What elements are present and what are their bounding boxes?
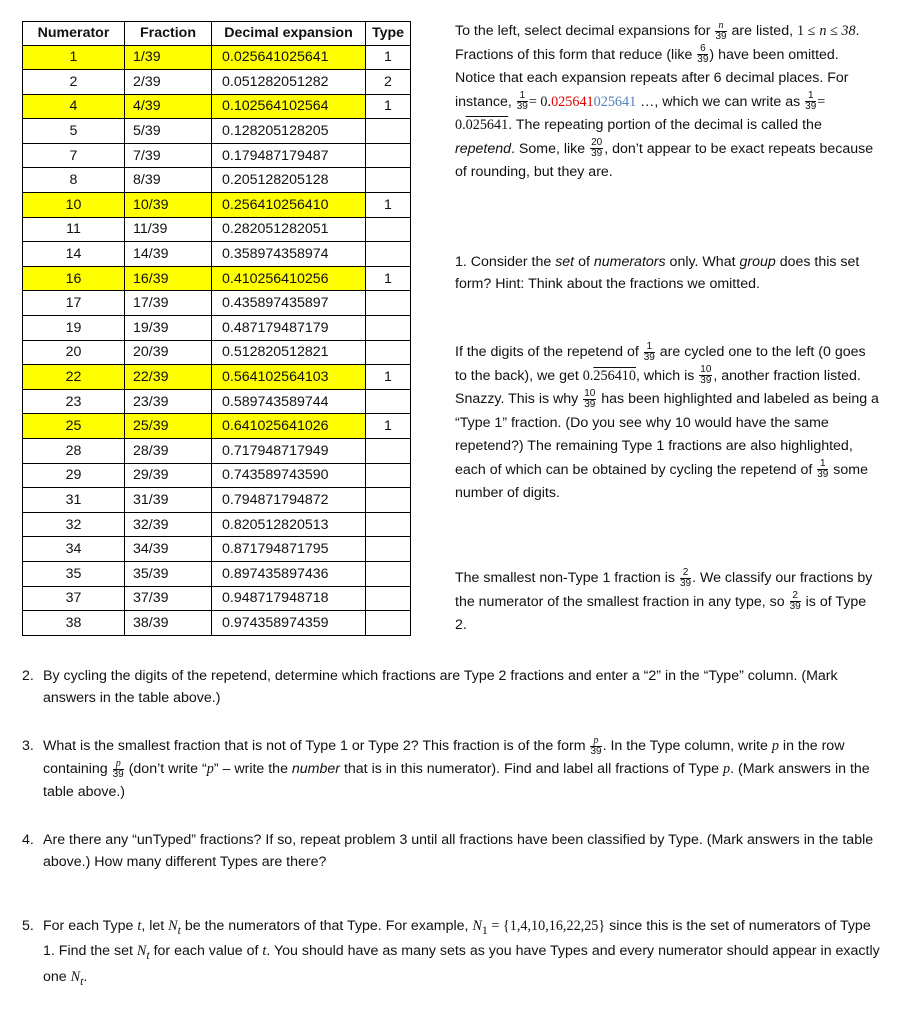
- table-row: [23, 439, 411, 464]
- type-cell[interactable]: 1: [366, 45, 411, 70]
- type-cell[interactable]: [366, 143, 411, 168]
- type-cell[interactable]: 1: [366, 365, 411, 390]
- fraction-cell: 16/39: [125, 266, 212, 291]
- decimal-cell: 0.358974358974: [212, 242, 366, 267]
- repetend-overline: 025641: [465, 117, 509, 133]
- type-cell[interactable]: [366, 119, 411, 144]
- numerator-cell: 32: [23, 512, 125, 537]
- table-row: [23, 119, 411, 144]
- table-row: [23, 512, 411, 537]
- cycling-paragraph: If the digits of the repetend of $\frac{1}{39}$ are cycled one to the left (0 goes to the back), we get 0.256410, which is $\frac{10}{39}$ , another fraction listed. Snazzy. This is why $\frac{10}{39}$ has been highlighted and labeled as being a “Type 1” fraction. (Do you see why 10 would have the same repetend?) The remaining Type 1 fractions are also highlighted, each of which can be obtained by cycling the repetend of $\frac{1}{39}$ some number of digits.: [455, 340, 879, 501]
- question-number: 2.: [22, 668, 34, 684]
- numerator-cell: 37: [23, 586, 125, 611]
- question-5: [22, 916, 882, 992]
- fraction-1-over-39: $\frac{1}{39}$: [516, 90, 528, 113]
- table-row: [23, 266, 411, 291]
- table-body: [23, 45, 411, 635]
- table-row: [23, 291, 411, 316]
- decimal-cell: 0.051282051282: [212, 70, 366, 95]
- fraction-10-over-39: $\frac{10}{39}$: [584, 387, 596, 410]
- fraction-cell: 19/39: [125, 316, 212, 341]
- fraction-cell: 31/39: [125, 488, 212, 513]
- table-row: [23, 365, 411, 390]
- numerator-cell: 20: [23, 340, 125, 365]
- table-row: [23, 168, 411, 193]
- numerator-cell: 38: [23, 611, 125, 636]
- type-cell[interactable]: [366, 316, 411, 341]
- decimal-cell: 0.641025641026: [212, 414, 366, 439]
- decimal-cell: 0.435897435897: [212, 291, 366, 316]
- fraction-2-over-39: $\frac{2}{39}$: [789, 590, 801, 613]
- question-number: 4.: [22, 832, 34, 848]
- numerator-cell: 7: [23, 143, 125, 168]
- decimal-cell: 0.410256410256: [212, 266, 366, 291]
- type-cell[interactable]: 1: [366, 193, 411, 218]
- fraction-cell: 11/39: [125, 217, 212, 242]
- question-1: 1. Consider the set of numerators only. What group does this set form? Hint: Think about the fractions we omitted.: [455, 254, 860, 292]
- fraction-cell: 10/39: [125, 193, 212, 218]
- decimal-cell: 0.256410256410: [212, 193, 366, 218]
- table-row: [23, 537, 411, 562]
- fraction-2-over-39: $\frac{2}{39}$: [679, 566, 692, 589]
- fraction-cell: 29/39: [125, 463, 212, 488]
- fraction-cell: 22/39: [125, 365, 212, 390]
- question-5-text: For each Type t, let $N_t$ be the numerators of that Type. For example, $N_1 = \{1,4,10,16,22,25\}$ since this is the set of numerators of Type 1. Find the set $N_t$ for each value of t. You should have as many sets as you have Types and every numerator should appear in exactly one $N_t$.: [43, 918, 880, 988]
- fraction-cell: 28/39: [125, 439, 212, 464]
- question-4-text: Are there any “unTyped” fractions? If so, repeat problem 3 until all fractions have been classified by Type. (Mark answers in the table above.) How many different Types are there?: [43, 832, 874, 870]
- decimal-cell: 0.025641025641: [212, 45, 366, 70]
- type-cell[interactable]: [366, 463, 411, 488]
- table-row: [23, 488, 411, 513]
- question-3: [22, 735, 882, 804]
- table-row: [23, 70, 411, 95]
- smallest-paragraph: The smallest non-Type 1 fraction is $\frac{2}{39}$ . We classify our fractions by the numerator of the smallest fraction in any type, so $\frac{2}{39}$ is of Type 2.: [455, 566, 873, 633]
- decimal-cell: 0.717948717949: [212, 439, 366, 464]
- header-numerator: Numerator: [23, 22, 125, 46]
- table-row: [23, 586, 411, 611]
- fraction-1-over-39: $\frac{1}{39}$: [805, 90, 817, 113]
- table-row: [23, 561, 411, 586]
- fraction-cell: 32/39: [125, 512, 212, 537]
- numerator-cell: 11: [23, 217, 125, 242]
- fractions-table: [22, 21, 411, 636]
- intro-text: To the left, select decimal expansions for: [455, 23, 715, 39]
- fraction-cell: 34/39: [125, 537, 212, 562]
- fraction-cell: 1/39: [125, 45, 212, 70]
- decimal-cell: 0.871794871795: [212, 537, 366, 562]
- table-row: [23, 611, 411, 636]
- fraction-cell: 8/39: [125, 168, 212, 193]
- question-4: [22, 830, 882, 873]
- fraction-cell: 4/39: [125, 94, 212, 119]
- header-type: Type: [366, 22, 411, 46]
- fraction-1-over-39: $\frac{1}{39}$: [817, 458, 829, 481]
- cycled-repetend: 256410: [593, 367, 636, 384]
- fraction-p-over-39: $\frac{p}{39}$: [112, 757, 124, 780]
- fraction-cell: 17/39: [125, 291, 212, 316]
- fraction-10-over-39: $\frac{10}{39}$: [700, 364, 712, 387]
- fraction-cell: 37/39: [125, 586, 212, 611]
- numerator-cell: 29: [23, 463, 125, 488]
- decimal-cell: 0.820512820513: [212, 512, 366, 537]
- fraction-p-over-39: $\frac{p}{39}$: [590, 734, 602, 757]
- numerator-cell: 28: [23, 439, 125, 464]
- fraction-cell: 20/39: [125, 340, 212, 365]
- type-cell[interactable]: [366, 217, 411, 242]
- fraction-cell: 23/39: [125, 389, 212, 414]
- numerator-cell: 35: [23, 561, 125, 586]
- decimal-cell: 0.897435897436: [212, 561, 366, 586]
- fraction-cell: 5/39: [125, 119, 212, 144]
- type-cell[interactable]: 2: [366, 70, 411, 95]
- fraction-6-over-39: $\frac{6}{39}$: [697, 43, 709, 66]
- decimal-cell: 0.282051282051: [212, 217, 366, 242]
- table-row: [23, 316, 411, 341]
- first-repetend-digits: 025641: [551, 93, 594, 110]
- fraction-cell: 35/39: [125, 561, 212, 586]
- question-number: 5.: [22, 918, 34, 934]
- repetend-term: repetend: [455, 140, 512, 157]
- type-cell[interactable]: [366, 168, 411, 193]
- decimal-cell: 0.179487179487: [212, 143, 366, 168]
- type-cell[interactable]: [366, 586, 411, 611]
- type-cell[interactable]: [366, 611, 411, 636]
- decimal-cell: 0.564102564103: [212, 365, 366, 390]
- numerator-cell: 16: [23, 266, 125, 291]
- table-row: [23, 217, 411, 242]
- fraction-n-over-39: $\frac{n}{39}$: [715, 19, 727, 42]
- header-decimal: Decimal expansion: [212, 22, 366, 46]
- numerator-cell: 34: [23, 537, 125, 562]
- type-cell[interactable]: [366, 291, 411, 316]
- table-row: [23, 340, 411, 365]
- fraction-20-over-39: $\frac{20}{39}$: [591, 137, 603, 160]
- table-header-row: [23, 22, 411, 46]
- type-cell[interactable]: 1: [366, 94, 411, 119]
- decimal-cell: 0.948717948718: [212, 586, 366, 611]
- question-2: [22, 666, 882, 709]
- numerator-cell: 23: [23, 389, 125, 414]
- numerator-cell: 19: [23, 316, 125, 341]
- type-cell[interactable]: [366, 439, 411, 464]
- table-row: [23, 389, 411, 414]
- type-cell[interactable]: 1: [366, 266, 411, 291]
- numerator-cell: 17: [23, 291, 125, 316]
- decimal-cell: 0.102564102564: [212, 94, 366, 119]
- type-cell[interactable]: [366, 561, 411, 586]
- table-row: [23, 242, 411, 267]
- numerator-cell: 31: [23, 488, 125, 513]
- type-cell[interactable]: [366, 537, 411, 562]
- decimal-cell: 0.974358974359: [212, 611, 366, 636]
- decimal-cell: 0.487179487179: [212, 316, 366, 341]
- decimal-cell: 0.589743589744: [212, 389, 366, 414]
- table-row: [23, 463, 411, 488]
- fraction-cell: 7/39: [125, 143, 212, 168]
- table-row: [23, 45, 411, 70]
- decimal-cell: 0.794871794872: [212, 488, 366, 513]
- header-fraction: Fraction: [125, 22, 212, 46]
- numerator-cell: 1: [23, 45, 125, 70]
- question-number: 3.: [22, 738, 34, 754]
- fraction-cell: 25/39: [125, 414, 212, 439]
- numerator-cell: 5: [23, 119, 125, 144]
- type-cell[interactable]: [366, 242, 411, 267]
- question-number: 1.: [455, 254, 467, 270]
- decimal-cell: 0.743589743590: [212, 463, 366, 488]
- intro-paragraph: To the left, select decimal expansions for $\frac{n}{39}$ are listed, 1 ≤ n ≤ 38. Fractions of this form that reduce (like $\frac{6}{39}$ ) have been omitted. Notice that each expansion repeats after 6 decimal places. For instance, $\frac{1}{39}$ = 0.025641025641 …, which we can write as $\frac{1}{39}$ = 0.025641. The repeating portion of the decimal is called the repetend. Some, like $\frac{20}{39}$ , don’t appear to be exact repeats because of rounding, but they are.: [455, 19, 874, 180]
- fraction-1-over-39: $\frac{1}{39}$: [643, 340, 655, 363]
- decimal-cell: 0.128205128205: [212, 119, 366, 144]
- second-repetend-digits: 025641: [593, 93, 637, 110]
- decimal-cell: 0.512820512821: [212, 340, 366, 365]
- numerator-cell: 14: [23, 242, 125, 267]
- type-cell[interactable]: 1: [366, 414, 411, 439]
- decimal-cell: 0.205128205128: [212, 168, 366, 193]
- fraction-cell: 14/39: [125, 242, 212, 267]
- numerator-cell: 8: [23, 168, 125, 193]
- question-3-text: What is the smallest fraction that is not of Type 1 or Type 2? This fraction is of the form $\frac{p}{39}$ . In the Type column, write p in the row containing $\frac{p}{39}$ (don’t write “p” – write the number that is in this numerator). Find and label all fractions of Type p. (Mark answers in the table above.): [43, 734, 870, 800]
- numerator-cell: 22: [23, 365, 125, 390]
- fraction-cell: 2/39: [125, 70, 212, 95]
- numerator-cell: 25: [23, 414, 125, 439]
- type-cell[interactable]: [366, 389, 411, 414]
- table-row: [23, 193, 411, 218]
- question-2-text: By cycling the digits of the repetend, determine which fractions are Type 2 fractions and enter a “2” in the “Type” column. (Mark answers in the table above.): [43, 668, 838, 706]
- table-row: [23, 143, 411, 168]
- fraction-cell: 38/39: [125, 611, 212, 636]
- numerator-cell: 2: [23, 70, 125, 95]
- type-cell[interactable]: [366, 512, 411, 537]
- type-cell[interactable]: [366, 488, 411, 513]
- table-row: [23, 414, 411, 439]
- table-row: [23, 94, 411, 119]
- numerator-cell: 10: [23, 193, 125, 218]
- type-cell[interactable]: [366, 340, 411, 365]
- numerator-cell: 4: [23, 94, 125, 119]
